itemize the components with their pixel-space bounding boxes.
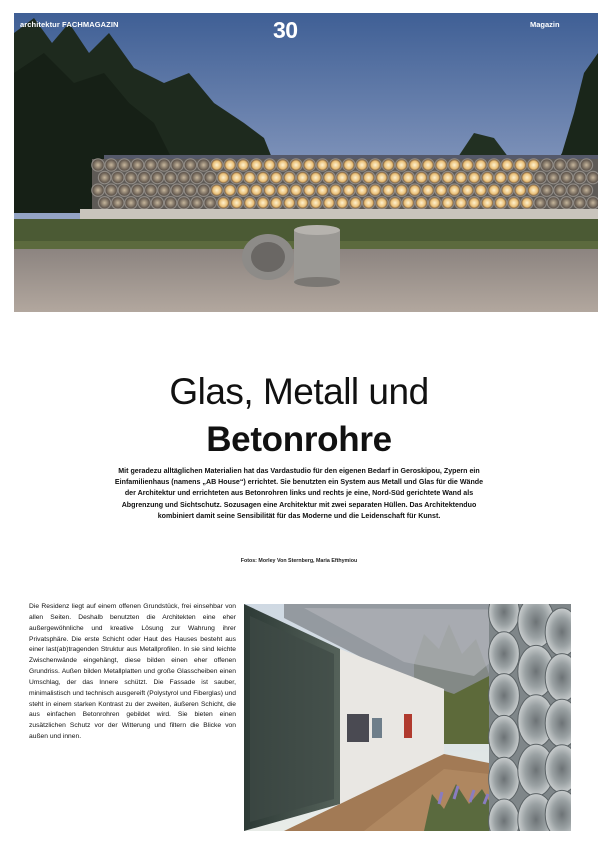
- magazine-name: architektur FACHMAGAZIN: [20, 20, 119, 29]
- article-body: Die Residenz liegt auf einem offenen Grundstück, frei einsehbar von allen Seiten. Deshalb benutzten die Architekten eine eher außergewöhnliche und kreative Lösung zur Wahrung ihrer Privatsphäre. Die erste Schicht oder Haut des Hauses besteht aus einer last(ab)tragenden Struktur aus Metallprofilen. In sie sind leichte Zwischenwände eingehängt, diese bilden einen eher offenen Grundriss. Außen bilden Metallplatten und große Glasscheiben einen Umschlag, der das Innere schützt. Die Fassade ist sauber, minimalistisch und technisch ausgereift (Polystyrol und Fiberglas) und steht in einem starken Kontrast zu der zweiten, äußeren Schicht, die aus einfachen Betonrohren gebildet wird. Sie bieten einen zusätzlichen Schutz vor der Witterung und filtern die Blicke von außen und innen.: [29, 603, 236, 741]
- article-title-line1: Glas, Metall und: [169, 371, 429, 412]
- page-number: 30: [273, 17, 298, 43]
- section-label: Magazin: [530, 20, 560, 29]
- photo-credit: Fotos: Morley Von Sternberg, Maria Efthymiou: [240, 558, 358, 564]
- courtyard-image: [244, 604, 571, 831]
- house-exterior-image: [14, 13, 598, 312]
- hero-photo: [14, 13, 598, 312]
- article-title-line2: Betonrohre: [206, 420, 392, 459]
- house-courtyard-photo: [244, 604, 571, 831]
- article-lead: Mit geradezu alltäglichen Materialien hat das Vardastudio für den eigenen Bedarf in Geroskipou, Zypern ein Einfamilienhaus (namens „AB House“) errichtet. Sie benutzten ein System aus Metall und Glas für die Wände der Architektur und errichteten aus Betonrohren links und rechts je eine, Nord-Süd gerichtete Wand als Abgrenzung und Sichtschutz. Sozusagen eine Architektur mit zwei separaten Hüllen. Das Architektenduo kombiniert damit seine Sensibilität für das Moderne und die Leidenschaft für Kunst.: [114, 467, 484, 520]
